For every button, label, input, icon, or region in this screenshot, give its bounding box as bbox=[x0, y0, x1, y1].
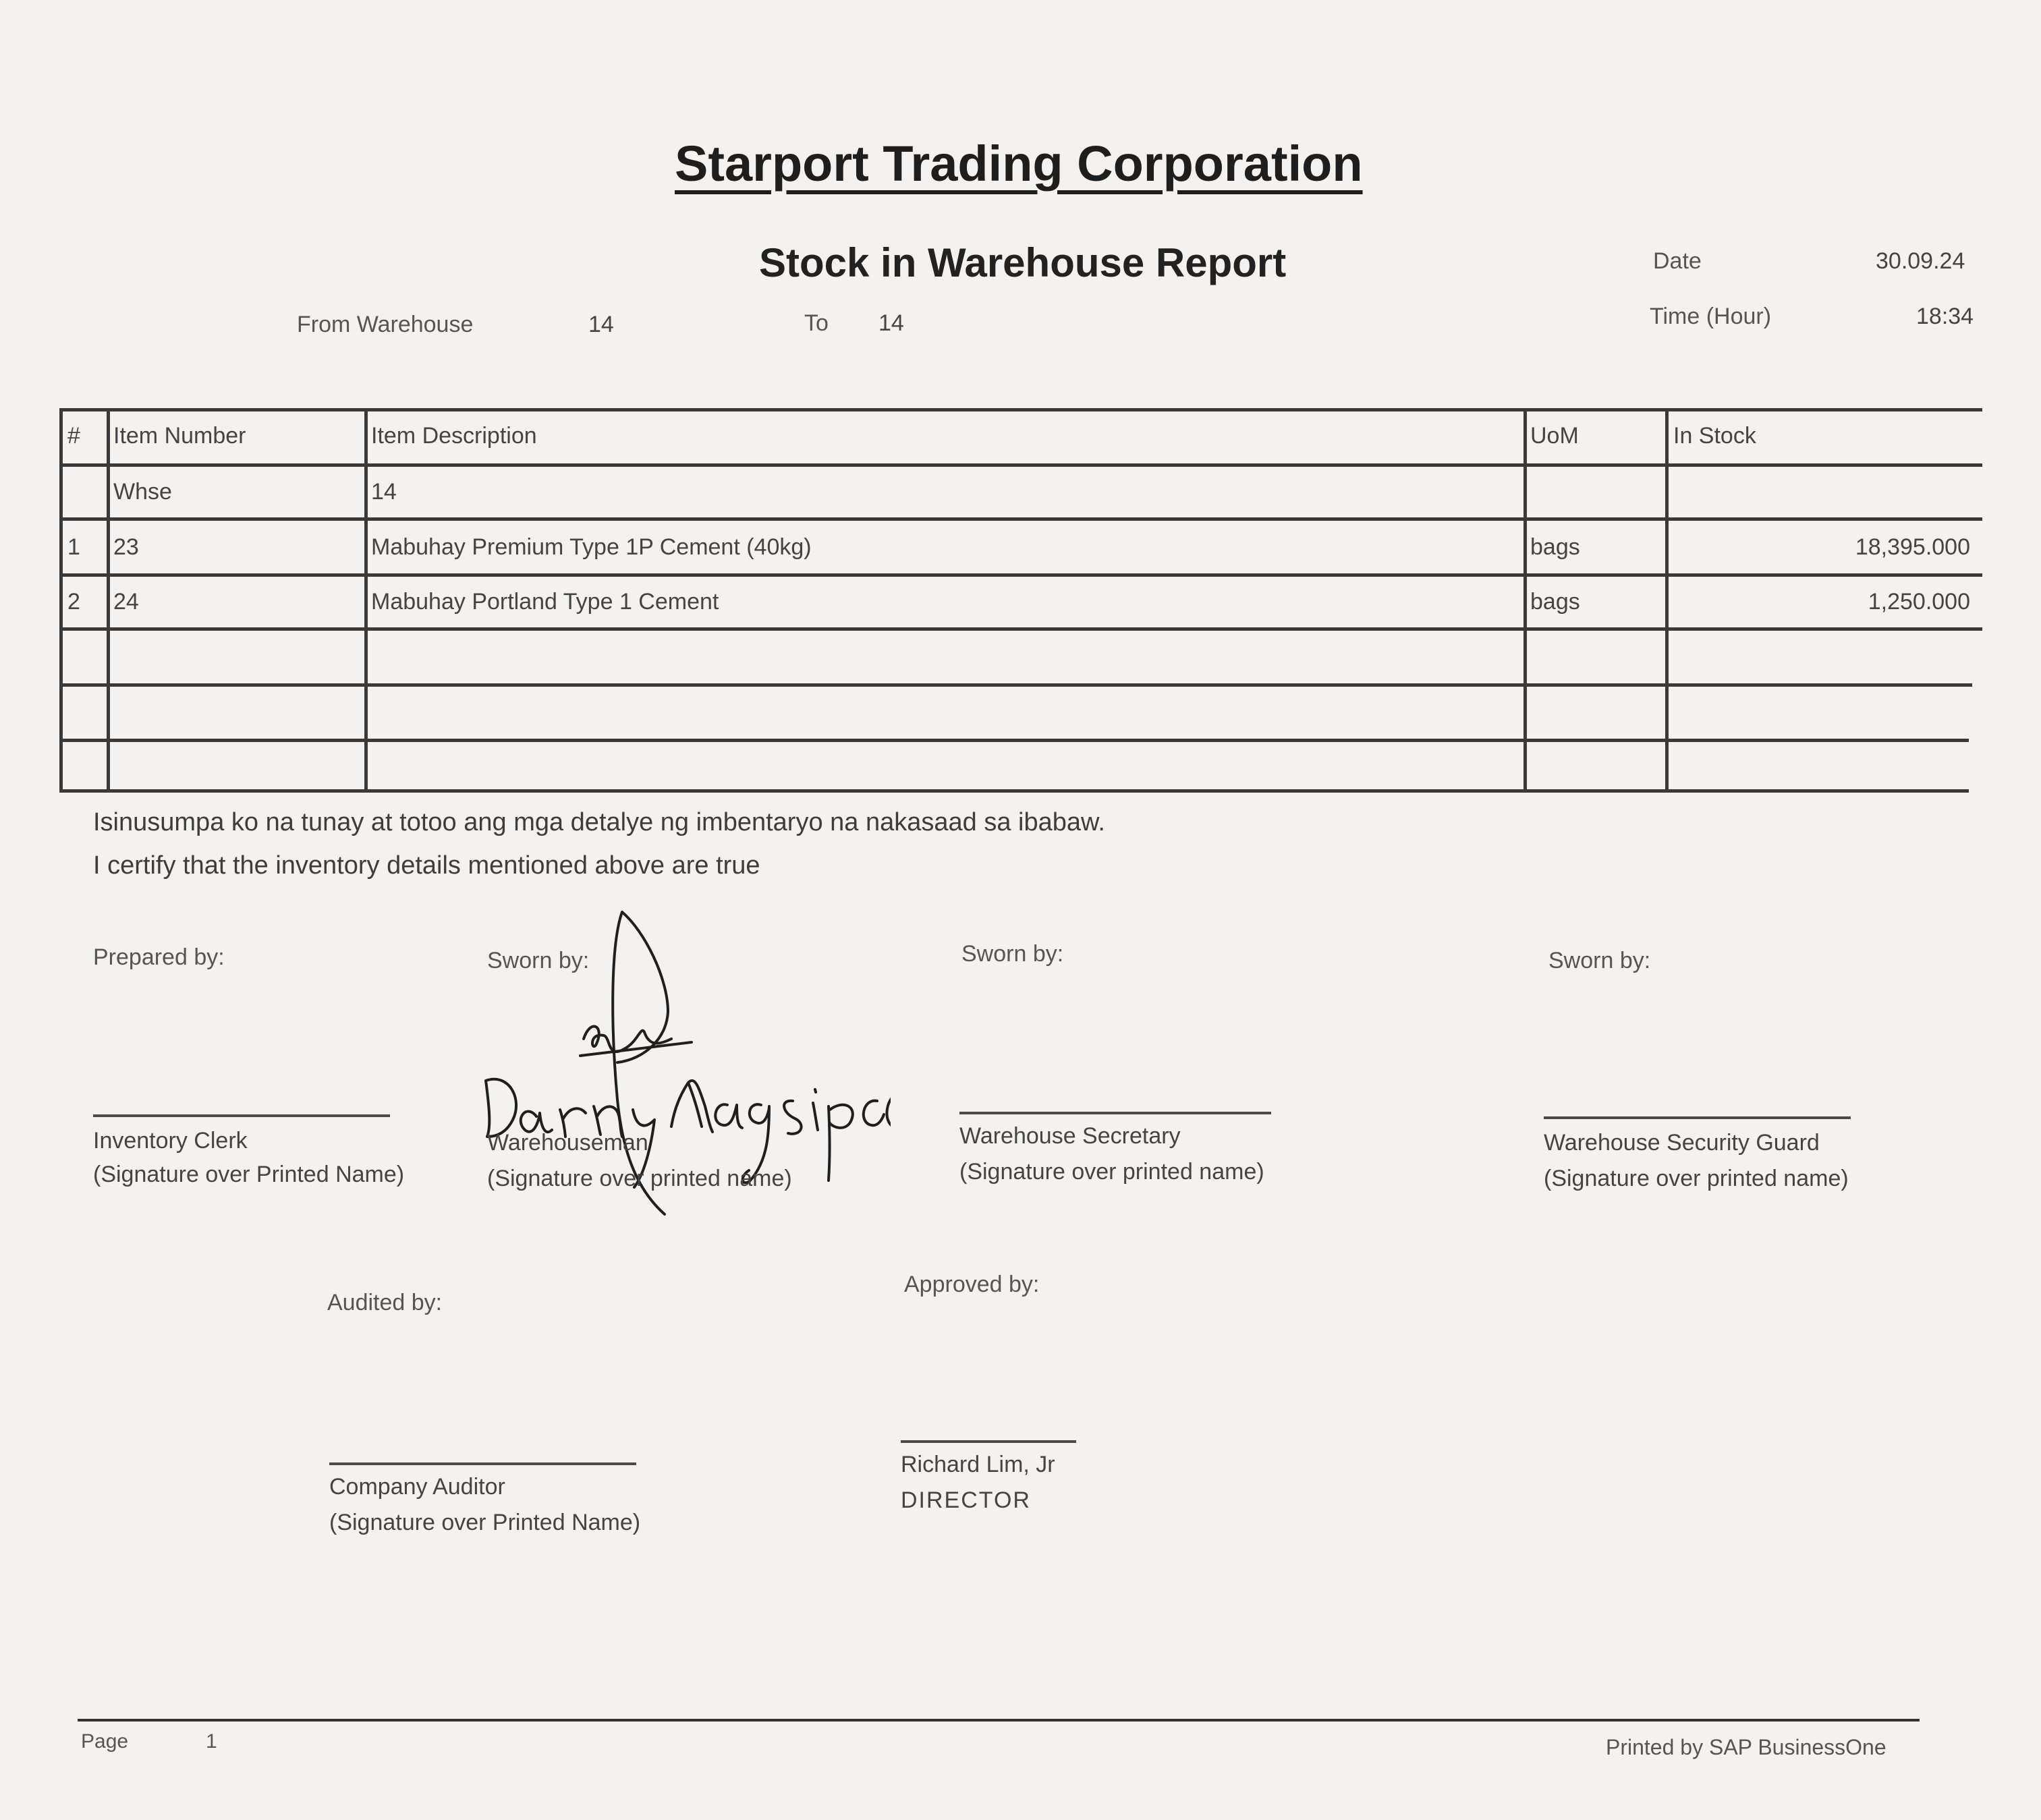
row-1-no: 1 bbox=[67, 534, 80, 560]
company-auditor-role: Company Auditor bbox=[329, 1474, 505, 1500]
warehouse-secretary-role: Warehouse Secretary bbox=[959, 1123, 1181, 1149]
warehouse-secretary-note: (Signature over printed name) bbox=[959, 1159, 1264, 1185]
row-2-in-stock: 1,250.000 bbox=[1868, 589, 1970, 615]
audited-by-label: Audited by: bbox=[327, 1290, 443, 1315]
col-header-description: Item Description bbox=[371, 423, 537, 449]
col-header-item-number: Item Number bbox=[113, 423, 246, 449]
row-2-item-number: 24 bbox=[113, 589, 139, 615]
col-header-in-stock: In Stock bbox=[1673, 423, 1756, 449]
row-1-uom: bags bbox=[1530, 534, 1580, 560]
sworn-by-guard-label: Sworn by: bbox=[1548, 948, 1651, 973]
row-1-in-stock: 18,395.000 bbox=[1855, 534, 1970, 560]
director-role: DIRECTOR bbox=[901, 1487, 1031, 1513]
group-row-label: Whse bbox=[113, 479, 172, 505]
to-value: 14 bbox=[878, 310, 904, 336]
approved-by-label: Approved by: bbox=[904, 1272, 1040, 1297]
certification-english: I certify that the inventory details mentioned above are true bbox=[93, 851, 760, 880]
from-warehouse-value: 14 bbox=[588, 312, 614, 337]
row-2-no: 2 bbox=[67, 589, 80, 615]
director-name: Richard Lim, Jr bbox=[901, 1452, 1055, 1477]
footer-divider bbox=[78, 1719, 1920, 1722]
time-value: 18:34 bbox=[1916, 304, 1974, 329]
date-label: Date bbox=[1653, 248, 1702, 274]
from-warehouse-label: From Warehouse bbox=[297, 312, 474, 337]
inventory-clerk-role: Inventory Clerk bbox=[93, 1128, 248, 1154]
row-2-uom: bags bbox=[1530, 589, 1580, 615]
inventory-clerk-note: (Signature over Printed Name) bbox=[93, 1162, 405, 1187]
company-name: Starport Trading Corporation bbox=[675, 136, 1363, 192]
col-header-uom: UoM bbox=[1530, 423, 1579, 449]
prepared-by-label: Prepared by: bbox=[93, 944, 225, 970]
row-1-item-number: 23 bbox=[113, 534, 139, 560]
sworn-by-secretary-label: Sworn by: bbox=[961, 941, 1064, 967]
warehouseman-note: (Signature over printed name) bbox=[487, 1166, 792, 1191]
time-label: Time (Hour) bbox=[1650, 304, 1772, 329]
warehouseman-role: Warehouseman bbox=[487, 1130, 648, 1156]
page-label: Page bbox=[81, 1730, 129, 1753]
printed-by: Printed by SAP BusinessOne bbox=[1606, 1735, 1886, 1759]
group-row-value: 14 bbox=[371, 479, 397, 505]
page-number: 1 bbox=[206, 1730, 217, 1753]
col-header-no: # bbox=[67, 423, 80, 449]
security-guard-role: Warehouse Security Guard bbox=[1544, 1130, 1820, 1156]
row-1-description: Mabuhay Premium Type 1P Cement (40kg) bbox=[371, 534, 812, 560]
company-auditor-note: (Signature over Printed Name) bbox=[329, 1510, 641, 1535]
stock-table bbox=[59, 408, 1982, 793]
row-2-description: Mabuhay Portland Type 1 Cement bbox=[371, 589, 719, 615]
date-value: 30.09.24 bbox=[1876, 248, 1965, 274]
report-title: Stock in Warehouse Report bbox=[759, 240, 1287, 285]
certification-tagalog: Isinusumpa ko na tunay at totoo ang mga detalye ng imbentaryo na nakasaad sa ibabaw. bbox=[93, 808, 1105, 836]
sworn-by-warehouseman-label: Sworn by: bbox=[487, 948, 590, 973]
to-label: To bbox=[804, 310, 829, 336]
security-guard-note: (Signature over printed name) bbox=[1544, 1166, 1849, 1191]
